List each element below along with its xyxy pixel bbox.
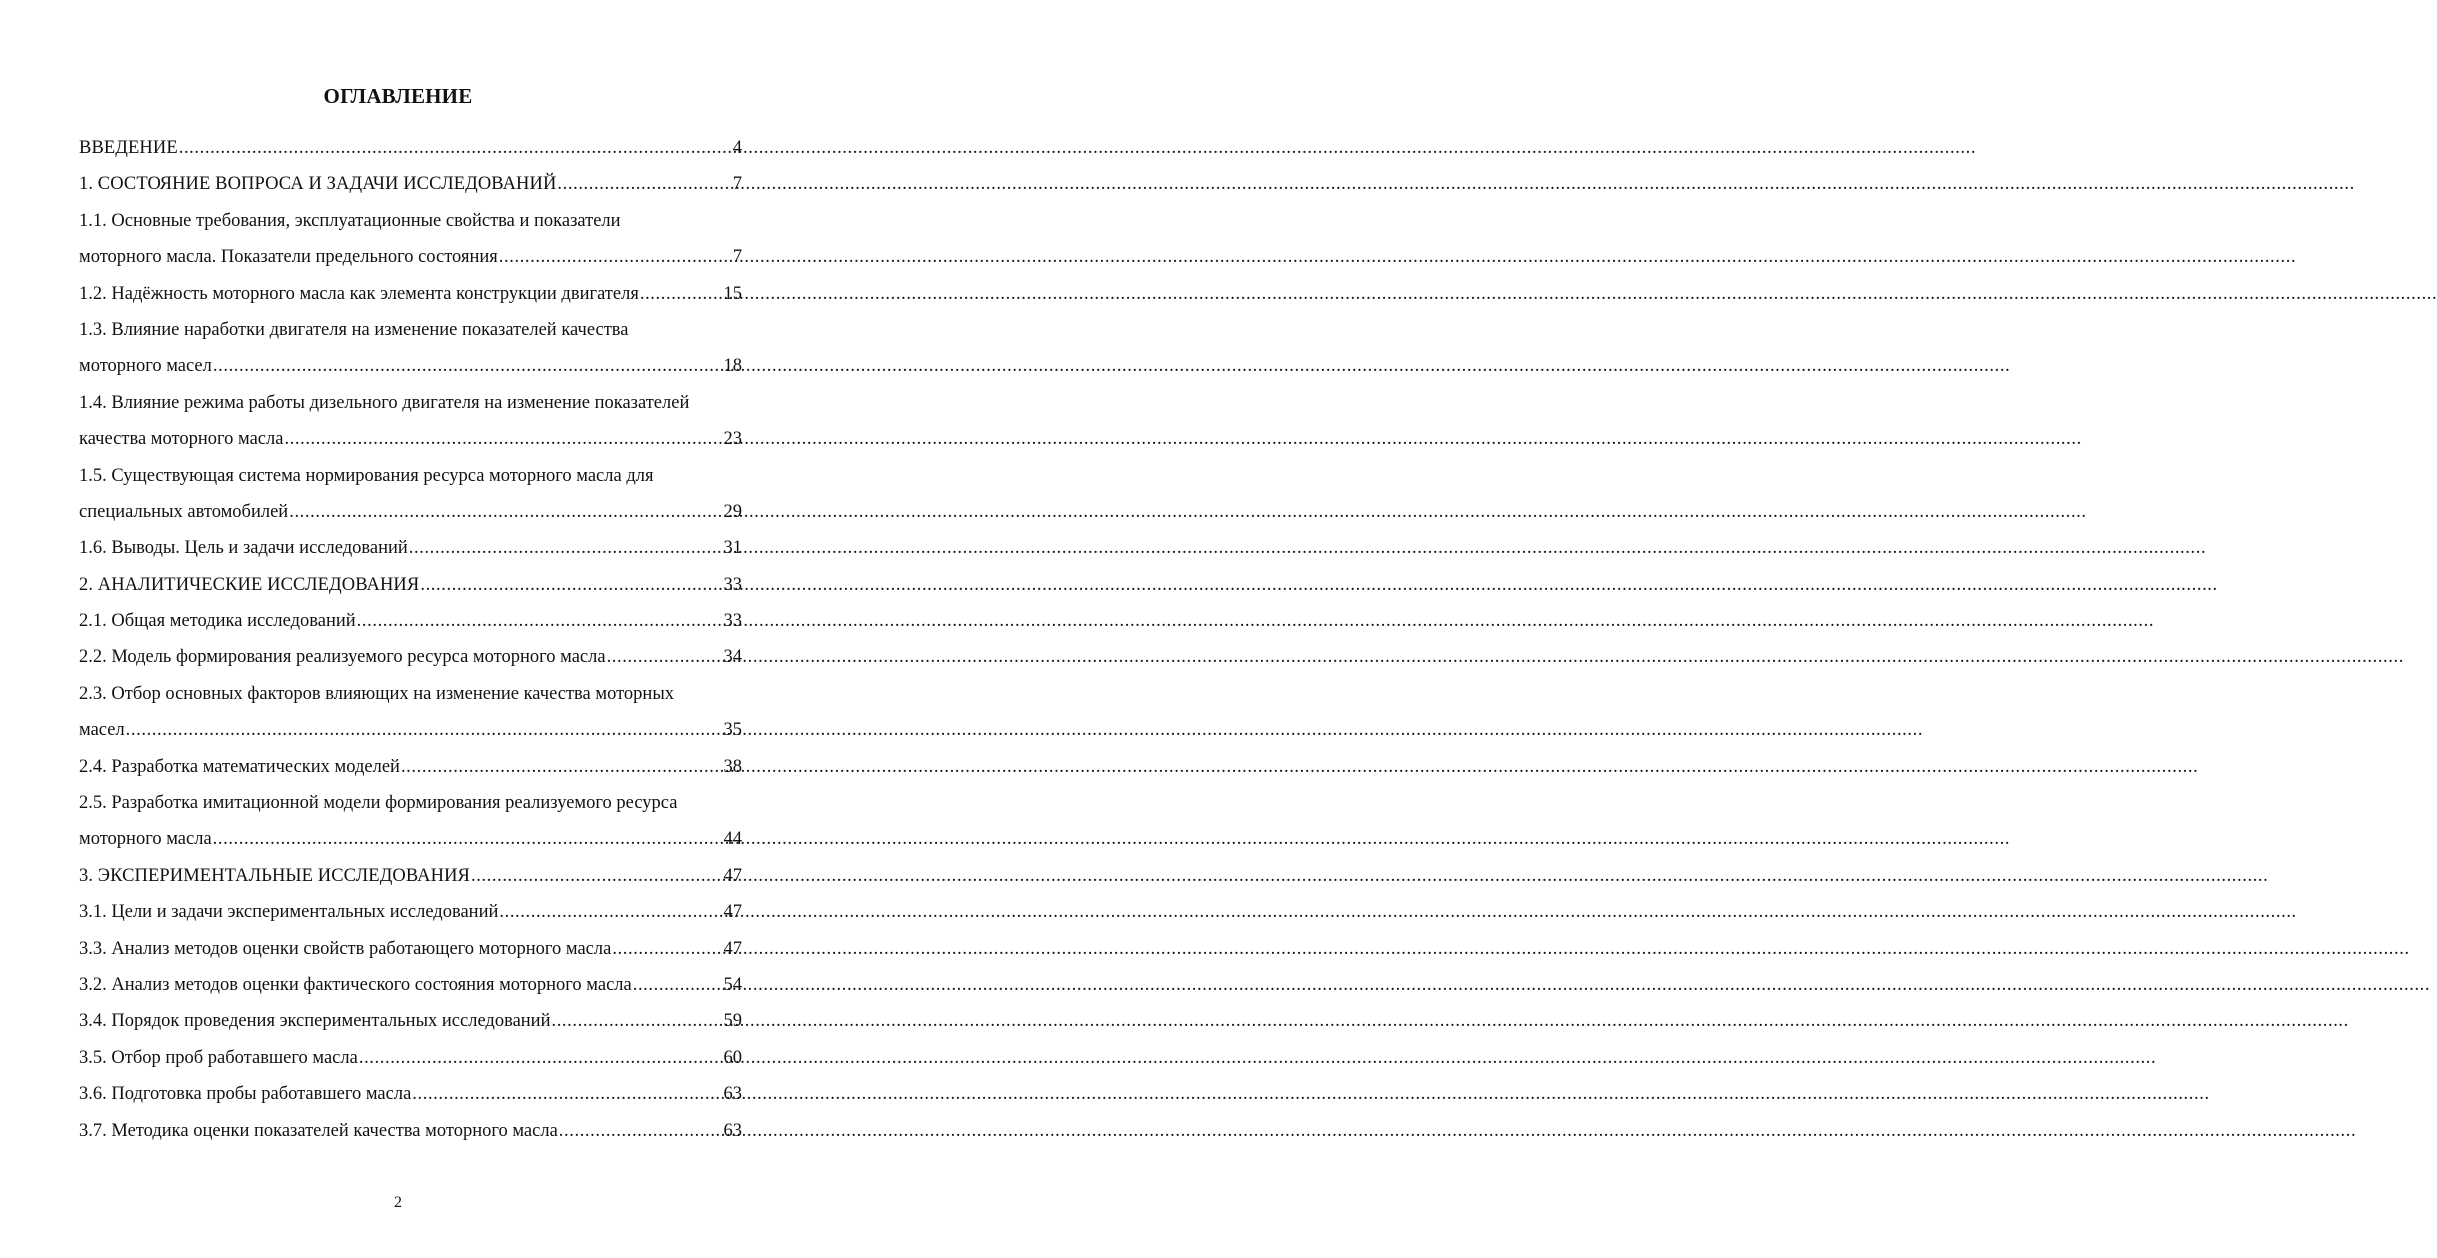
toc-leader-dots bbox=[401, 749, 723, 785]
toc-leader-dots bbox=[559, 1113, 723, 1149]
toc-entry-page: 47 bbox=[723, 902, 742, 923]
toc-leader-dots bbox=[551, 1003, 722, 1039]
toc-entry bbox=[79, 276, 742, 312]
toc-entry-text: 3. ЭКСПЕРИМЕНТАЛЬНЫЕ ИССЛЕДОВАНИЯ bbox=[79, 865, 470, 886]
toc-entry-text: 2.1. Общая методика исследований bbox=[79, 611, 356, 632]
toc-entry bbox=[79, 312, 742, 348]
toc-entry bbox=[79, 348, 742, 384]
toc-entry-page: 38 bbox=[723, 756, 742, 777]
toc-entry bbox=[79, 385, 742, 421]
toc-entry-text: 1.1. Основные требования, эксплуатационные свойства и показатели bbox=[79, 210, 621, 231]
toc-entry-text: 2.3. Отбор основных факторов влияющих на изменение качества моторных bbox=[79, 683, 674, 704]
toc-entry-page: 47 bbox=[723, 865, 742, 886]
toc-leader-dots bbox=[420, 567, 722, 603]
toc-entry-page: 54 bbox=[723, 974, 742, 995]
toc-entry-page: 59 bbox=[723, 1011, 742, 1032]
toc-leader-dots bbox=[557, 166, 731, 202]
toc-entry bbox=[79, 894, 742, 930]
toc-leader-dots bbox=[412, 1076, 722, 1112]
toc-leader-dots bbox=[359, 1040, 723, 1076]
toc-entry bbox=[79, 567, 742, 603]
toc-entry-page: 33 bbox=[723, 574, 742, 595]
toc-entry bbox=[79, 458, 742, 494]
toc-entry bbox=[79, 712, 742, 748]
toc-leader-dots bbox=[499, 894, 722, 930]
toc-entry-page: 18 bbox=[723, 356, 742, 377]
toc-leader-dots bbox=[213, 821, 723, 857]
toc-entry-text: 3.3. Анализ методов оценки свойств работающего моторного масла bbox=[79, 938, 612, 959]
toc-entry bbox=[79, 494, 742, 530]
toc-entry-text: 2. АНАЛИТИЧЕСКИЕ ИССЛЕДОВАНИЯ bbox=[79, 574, 420, 595]
toc-leader-dots bbox=[499, 239, 732, 275]
toc-leader-dots bbox=[126, 712, 723, 748]
toc-entry-text: специальных автомобилей bbox=[79, 501, 289, 522]
toc-entry-text: 2.5. Разработка имитационной модели формирования реализуемого ресурса bbox=[79, 793, 678, 814]
toc-entry bbox=[79, 967, 742, 1003]
toc-entry-page: 31 bbox=[723, 538, 742, 559]
toc-entry bbox=[79, 931, 742, 967]
toc-leader-dots bbox=[179, 130, 732, 166]
toc-leader-dots bbox=[289, 494, 722, 530]
toc-entry bbox=[79, 858, 742, 894]
toc-entry-text: 3.1. Цели и задачи экспериментальных исследований bbox=[79, 902, 499, 923]
toc-title: ОГЛАВЛЕНИЕ bbox=[323, 84, 473, 108]
toc-entry-text: моторного масла bbox=[79, 829, 212, 850]
toc-entry-page: 23 bbox=[723, 429, 742, 450]
toc-entry-text: 2.4. Разработка математических моделей bbox=[79, 756, 400, 777]
toc-leader-dots bbox=[409, 530, 723, 566]
toc-entry-text: 1.6. Выводы. Цель и задачи исследований bbox=[79, 538, 408, 559]
toc-entry bbox=[79, 785, 742, 821]
toc-entry bbox=[79, 203, 742, 239]
toc-entry bbox=[79, 1113, 742, 1149]
toc-entry bbox=[79, 130, 742, 166]
toc-entry bbox=[79, 1040, 742, 1076]
toc-entry-page: 34 bbox=[723, 647, 742, 668]
toc-leader-dots bbox=[607, 639, 723, 675]
document-page bbox=[0, 0, 796, 1258]
toc-leader-dots bbox=[284, 421, 722, 457]
toc-leader-dots bbox=[213, 348, 723, 384]
toc-entry bbox=[79, 749, 742, 785]
toc-entry-text: ВВЕДЕНИЕ bbox=[79, 138, 178, 158]
toc-entry bbox=[79, 239, 742, 275]
toc-entry bbox=[79, 1003, 742, 1039]
toc-entry-text: 3.5. Отбор проб работавшего масла bbox=[79, 1047, 358, 1068]
toc-entry bbox=[79, 821, 742, 857]
toc-entry-page: 35 bbox=[723, 720, 742, 741]
toc-entry-text: качества моторного масла bbox=[79, 429, 284, 450]
toc-entry-text: масел bbox=[79, 720, 125, 741]
toc-entry-text: 2.2. Модель формирования реализуемого ресурса моторного масла bbox=[79, 647, 606, 668]
page-number: 2 bbox=[394, 1194, 402, 1211]
table-of-contents bbox=[79, 130, 742, 1149]
toc-entry-page: 63 bbox=[723, 1084, 742, 1105]
toc-entry bbox=[79, 676, 742, 712]
toc-entry-page: 60 bbox=[723, 1047, 742, 1068]
toc-leader-dots bbox=[633, 967, 723, 1003]
toc-entry bbox=[79, 421, 742, 457]
toc-entry-text: 1. СОСТОЯНИЕ ВОПРОСА И ЗАДАЧИ ИССЛЕДОВАНИЙ bbox=[79, 174, 557, 195]
toc-leader-dots bbox=[612, 931, 722, 967]
toc-entry-text: моторного масла. Показатели предельного состояния bbox=[79, 247, 498, 268]
toc-entry-text: 3.2. Анализ методов оценки фактического состояния моторного масла bbox=[79, 974, 632, 995]
toc-entry-page: 7 bbox=[732, 174, 742, 195]
toc-entry-page: 44 bbox=[723, 829, 742, 850]
toc-entry-text: 3.4. Порядок проведения экспериментальных исследований bbox=[79, 1011, 551, 1032]
toc-leader-dots bbox=[357, 603, 723, 639]
toc-entry bbox=[79, 603, 742, 639]
toc-leader-dots bbox=[640, 276, 723, 312]
toc-entry-page: 15 bbox=[723, 283, 742, 304]
toc-entry-text: 1.2. Надёжность моторного масла как элемента конструкции двигателя bbox=[79, 283, 639, 304]
toc-entry-page: 4 bbox=[732, 138, 742, 158]
toc-entry-page: 63 bbox=[723, 1120, 742, 1141]
toc-entry bbox=[79, 1076, 742, 1112]
toc-entry bbox=[79, 530, 742, 566]
toc-entry-page: 29 bbox=[723, 501, 742, 522]
toc-entry-page: 7 bbox=[732, 247, 742, 268]
toc-entry-text: 3.6. Подготовка пробы работавшего масла bbox=[79, 1084, 412, 1105]
toc-entry bbox=[79, 166, 742, 202]
toc-entry bbox=[79, 639, 742, 675]
toc-entry-page: 33 bbox=[723, 611, 742, 632]
toc-leader-dots bbox=[471, 858, 723, 894]
toc-entry-text: 1.5. Существующая система нормирования ресурса моторного масла для bbox=[79, 465, 654, 486]
toc-entry-text: 1.4. Влияние режима работы дизельного двигателя на изменение показателей bbox=[79, 392, 690, 413]
toc-entry-page: 47 bbox=[723, 938, 742, 959]
toc-entry-text: моторного масел bbox=[79, 356, 212, 377]
toc-entry-text: 1.3. Влияние наработки двигателя на изменение показателей качества bbox=[79, 319, 629, 340]
toc-entry-text: 3.7. Методика оценки показателей качества моторного масла bbox=[79, 1120, 558, 1141]
